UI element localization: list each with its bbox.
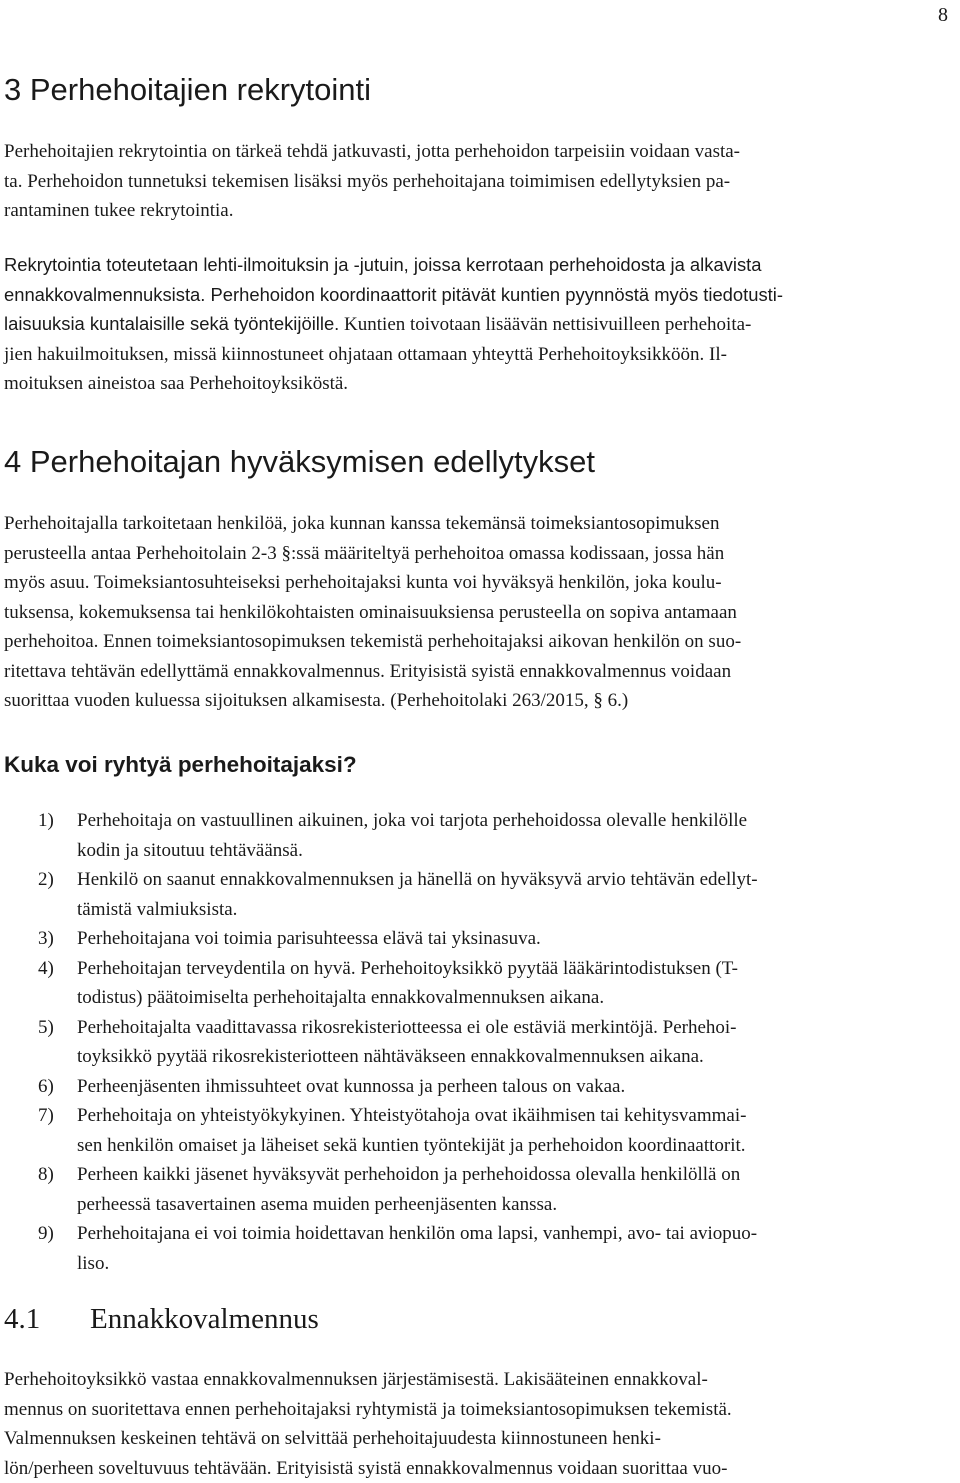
text-line: suorittaa vuoden kuluessa sijoituksen alkamisesta. (Perhehoitolaki 263/2015, § 6.): [4, 686, 741, 716]
list-marker: 1): [38, 806, 54, 836]
text-line: Perhehoitajan terveydentila on hyvä. Perhehoitoyksikkö pyytää lääkärintodistuksen (T-: [77, 954, 758, 984]
text-line: tuksensa, kokemuksensa tai henkilökohtaisten ominaisuuksiensa perusteella on sopiva antamaan: [4, 598, 741, 628]
text-line: Valmennuksen keskeinen tehtävä on selvittää perhehoitajuudesta kiinnostuneen henki-: [4, 1424, 732, 1454]
text-line: myös asuu. Toimeksiantosuhteiseksi perhehoitajaksi kunta voi hyväksyä henkilön, joka koulu-: [4, 568, 741, 598]
list-marker: 8): [38, 1160, 54, 1190]
text-line: toyksikkö pyytää rikosrekisteriotteen nähtäväkseen ennakkovalmennuksen aikana.: [77, 1042, 758, 1072]
text-line: [4, 309, 783, 340]
list-item: [38, 1219, 758, 1278]
text-line: liso.: [77, 1249, 758, 1279]
text-line: perusteella antaa Perhehoitolain 2-3 §:ssä määriteltyä perhehoitoa omassa kodissaan, jossa hän: [4, 539, 741, 569]
text-line: todistus) päätoimiselta perhehoitajalta ennakkovalmennuksen aikana.: [77, 983, 758, 1013]
text-line: ritettava tehtävän edellyttämä ennakkovalmennus. Erityisistä syistä ennakkovalmennus voidaan: [4, 657, 741, 687]
text-line: rantaminen tukee rekrytointia.: [4, 196, 740, 226]
text-line: ennakkovalmennuksista. Perhehoidon koordinaattorit pitävät kuntien pyynnöstä myös tiedotusti-: [4, 280, 783, 310]
section-3-heading: 3 Perhehoitajien rekrytointi: [4, 70, 371, 110]
list-marker: 2): [38, 865, 54, 895]
text-span: laisuuksia kuntalaisille sekä työntekijöille.: [4, 313, 339, 334]
list-marker: 5): [38, 1013, 54, 1043]
text-line: tämistä valmiuksista.: [77, 895, 758, 925]
text-line: ta. Perhehoidon tunnetuksi tekemisen lisäksi myös perhehoitajana toimimisen edellytyksien pa-: [4, 167, 740, 197]
list-item: [38, 1101, 758, 1160]
text-line: Rekrytointia toteutetaan lehti-ilmoituksin ja -jutuin, joissa kerrotaan perhehoidosta ja alkavista: [4, 250, 783, 280]
section-4-paragraph: [4, 509, 741, 716]
section-3-paragraph-2: [4, 250, 783, 399]
text-line: kodin ja sitoutuu tehtäväänsä.: [77, 836, 758, 866]
text-line: Perheen kaikki jäsenet hyväksyvät perhehoidon ja perhehoidossa olevalla henkilöllä on: [77, 1160, 758, 1190]
list-item: [38, 1072, 758, 1102]
text-line: Perhehoitajalta vaadittavassa rikosrekisteriotteessa ei ole estäviä merkintöjä. Perhehoi-: [77, 1013, 758, 1043]
text-line: jien hakuilmoituksen, missä kiinnostuneet ohjataan ottamaan yhteyttä Perhehoitoyksikköön. Il-: [4, 340, 783, 370]
page-number: 8: [938, 0, 948, 30]
requirements-list: [38, 806, 758, 1278]
list-item: [38, 954, 758, 1013]
text-line: Perhehoitajien rekrytointia on tärkeä tehdä jatkuvasti, jotta perhehoidon tarpeisiin voidaan vasta-: [4, 137, 740, 167]
subheading-who-can: Kuka voi ryhtyä perhehoitajaksi?: [4, 749, 357, 781]
text-line: Henkilö on saanut ennakkovalmennuksen ja hänellä on hyväksyvä arvio tehtävän edellyt-: [77, 865, 758, 895]
text-line: mennus on suoritettava ennen perhehoitajaksi ryhtymistä ja toimeksiantosopimuksen tekemistä.: [4, 1395, 732, 1425]
list-marker: 3): [38, 924, 54, 954]
list-marker: 9): [38, 1219, 54, 1249]
text-line: Perheenjäsenten ihmissuhteet ovat kunnossa ja perheen talous on vakaa.: [77, 1072, 758, 1102]
list-item: [38, 806, 758, 865]
list-item: [38, 865, 758, 924]
section-3-paragraph-1: [4, 137, 740, 226]
list-item: [38, 1013, 758, 1072]
text-line: Perhehoitajalla tarkoitetaan henkilöä, joka kunnan kanssa tekemänsä toimeksiantosopimuksen: [4, 509, 741, 539]
text-line: sen henkilön omaiset ja läheiset sekä kuntien työntekijät ja perhehoidon koordinaattorit.: [77, 1131, 758, 1161]
text-line: Perhehoitajana ei voi toimia hoidettavan henkilön oma lapsi, vanhempi, avo- tai aviopuo-: [77, 1219, 758, 1249]
text-line: perheessä tasavertainen asema muiden perheenjäsenten kanssa.: [77, 1190, 758, 1220]
text-line: perhehoitoa. Ennen toimeksiantosopimuksen tekemistä perhehoitajaksi aikovan henkilön on suo-: [4, 627, 741, 657]
text-line: Perhehoitoyksikkö vastaa ennakkovalmennuksen järjestämisestä. Lakisääteinen ennakkoval-: [4, 1365, 732, 1395]
list-item: [38, 924, 758, 954]
text-line: lön/perheen soveltuvuus tehtävään. Erityisistä syistä ennakkovalmennus voidaan suorittaa vuo-: [4, 1454, 732, 1483]
section-title: Ennakkovalmennus: [90, 1303, 319, 1335]
section-4-heading: 4 Perhehoitajan hyväksymisen edellytykset: [4, 442, 595, 482]
text-line: Perhehoitaja on vastuullinen aikuinen, joka voi tarjota perhehoidossa olevalle henkilölle: [77, 806, 758, 836]
section-4-1-paragraph: [4, 1365, 732, 1483]
section-number: 4.1: [4, 1300, 90, 1338]
section-4-1-heading: [4, 1300, 319, 1338]
list-marker: 7): [38, 1101, 54, 1131]
list-marker: 4): [38, 954, 54, 984]
text-span: Kuntien toivotaan lisäävän nettisivuilleen perhehoita-: [344, 314, 751, 335]
text-line: Perhehoitajana voi toimia parisuhteessa elävä tai yksinasuva.: [77, 924, 758, 954]
list-marker: 6): [38, 1072, 54, 1102]
list-item: [38, 1160, 758, 1219]
text-line: moituksen aineistoa saa Perhehoitoyksiköstä.: [4, 369, 783, 399]
text-line: Perhehoitaja on yhteistyökykyinen. Yhteistyötahoja ovat ikäihmisen tai kehitysvammai-: [77, 1101, 758, 1131]
